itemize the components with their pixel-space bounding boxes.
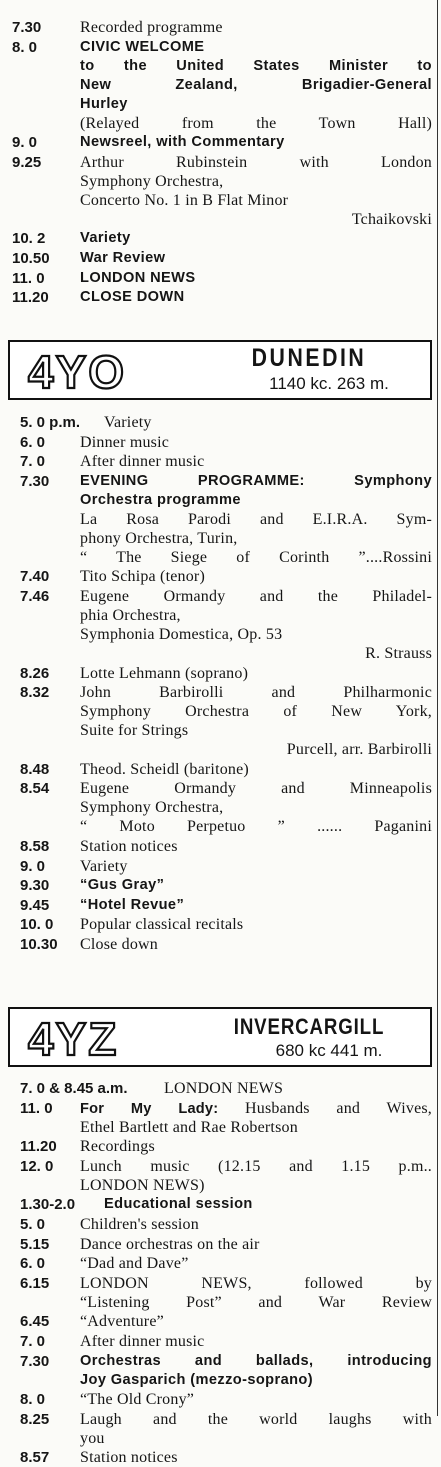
programme-time: 9.30 [20,877,50,895]
programme-time: 7.46 [20,588,50,605]
programme-time: 8.26 [20,664,50,682]
programme-time: 11. 0 [12,269,45,287]
programme-description [80,587,432,663]
programme-time: 9.25 [12,153,42,171]
programme-time: 7.30 [12,19,42,36]
programme-description [80,1215,432,1234]
programme-description [80,1137,432,1156]
svg-text:4YO: 4YO [28,348,127,392]
programme-time: 7.30 [20,1352,50,1370]
programme-line: you [80,1429,105,1447]
programme-line: Arthur Rubinstein with London [80,153,432,171]
programme-line: CLOSE DOWN [80,289,185,306]
programme-description [80,935,432,954]
programme-time: 9. 0 [20,857,46,875]
programme-line: “Adventure” [80,1313,164,1331]
programme-description [104,1195,432,1214]
programme-line: (Relayed from the Town Hall) [80,114,432,132]
station-header-4yo [8,340,432,400]
programme-line: Lotte Lehmann (soprano) [80,664,249,682]
station-frequency-4yz: 680 kc 441 m. [275,1041,383,1060]
programme-description [80,1099,432,1137]
programme-description [80,1352,432,1390]
programme-time: 1.30-2.0 [20,1196,76,1214]
programme-line: Station notices [80,1449,178,1467]
programme-time: 11. 0 [20,1099,53,1117]
programme-time: 11.20 [20,1138,57,1156]
programme-time: 10.30 [20,936,58,953]
programme-description [80,1390,432,1409]
programme-description [80,133,432,152]
programme-line: Recorded programme [80,19,223,36]
programme-line: LONDON NEWS [164,1080,284,1097]
programme-line: Dance orchestras on the air [80,1235,260,1253]
programme-description [80,288,432,307]
programme-line: Tchaikovski [351,210,432,228]
programme-time: 8.32 [20,684,50,702]
programme-time: 7.30 [20,472,50,490]
programme-time: 6. 0 [20,433,46,451]
programme-line: Educational session [104,1196,253,1213]
programme-description [80,1448,432,1467]
programme-line: Joy Gasparich (mezzo-soprano) [80,1371,313,1388]
programme-line: phony Orchestra, Turin, [80,529,238,547]
programme-description [80,876,432,895]
programme-line: After dinner music [80,1333,205,1350]
programme-line: “Dad and Dave” [80,1255,189,1273]
programme-line: “The Old Crony” [80,1391,195,1409]
programme-line: Close down [80,936,158,953]
programme-description [80,38,432,133]
programme-time: 5. 0 [20,1216,46,1233]
station-header-4yz [8,1007,432,1067]
programme-line: “Gus Gray” [80,877,165,894]
programme-line: “Hotel Revue” [80,896,185,913]
programme-time: 6. 0 [20,1255,46,1273]
programme-line: Theod. Scheidl (baritone) [80,760,249,778]
programme-line: Station notices [80,838,178,855]
programme-line: phia Orchestra, [80,607,181,624]
programme-line: New Zealand, Brigadier-General [80,76,432,93]
programme-line: Orchestra programme [80,491,241,508]
programme-description [80,567,432,586]
programme-line: Purcell, arr. Barbirolli [286,741,432,759]
programme-line: R. Strauss [365,645,432,662]
programme-time: 10. 2 [12,230,46,248]
programme-line: John Barbirolli and Philharmonic [80,684,432,702]
programme-description [80,664,432,683]
svg-text:4YZ: 4YZ [28,1015,119,1059]
programme-line: “Listening Post” and War Review [80,1293,432,1311]
programme-line: Symphony Orchestra, [80,799,224,817]
station-city-4yz: INVERCARGILL [233,1014,385,1039]
programme-description [80,857,432,876]
programme-time: 8.25 [20,1410,50,1428]
page-right-rule [437,0,438,1416]
programme-description [80,1235,432,1254]
programme-description [80,896,432,915]
programme-time: 7. 0 & 8.45 a.m. [20,1080,128,1097]
station-frequency-4yo: 1140 kc. 263 m. [269,374,389,393]
programme-line: Symphony Orchestra, [80,172,224,190]
programme-line: Variety [80,230,131,247]
programme-line: Children's session [80,1216,199,1233]
programme-line: Dinner music [80,433,170,451]
programme-time: 7. 0 [20,453,46,471]
programme-line: Suite for Strings [80,722,189,740]
programme-description [80,452,432,471]
programme-time: 6.15 [20,1274,50,1292]
programme-description [80,915,432,934]
programme-time: 8. 0 [12,38,38,56]
programme-line: LONDON NEWS [80,269,196,286]
programme-line: to the United States Minister to [80,57,432,74]
programme-description [80,760,432,779]
programme-line: CIVIC WELCOME [80,38,205,55]
programme-time: 8.48 [20,760,50,778]
programme-description [80,153,432,229]
programme-time: 8.57 [20,1449,50,1467]
programme-time: 10. 0 [20,916,54,934]
programme-line: Newsreel, with Commentary [80,134,285,151]
programme-time: 5. 0 p.m. [20,414,81,431]
programme-time: 11.20 [12,289,49,307]
programme-line: Popular classical recitals [80,916,244,934]
programme-time: 7. 0 [20,1333,46,1350]
programme-description [80,249,432,268]
programme-time: 9. 0 [12,134,38,152]
programme-line: Variety [80,857,128,875]
programme-line: Eugene Ormandy and Minneapolis [80,780,432,798]
programme-line: For My Lady: Husbands and Wives, [80,1099,432,1117]
programme-line: Orchestras and ballads, introducing [80,1352,432,1369]
station-logo-4yo [24,348,214,392]
programme-description [80,779,432,836]
programme-line: LONDON NEWS, followed by [80,1274,432,1292]
programme-line: Lunch music (12.15 and 1.15 p.m.. [80,1157,432,1175]
programme-description [80,1410,432,1448]
programme-time: 5.15 [20,1235,50,1253]
programme-line: Eugene Ormandy and the Philadel- [80,588,432,605]
programme-line: EVENING PROGRAMME: Symphony [80,472,432,489]
station-city-4yo: DUNEDIN [251,344,367,372]
programme-description [80,683,432,759]
programme-time: 7.40 [20,568,50,586]
programme-line: LONDON NEWS) [80,1176,205,1194]
programme-description [80,1312,432,1331]
programme-description [80,433,432,452]
programme-line: Hurley [80,95,128,112]
programme-line: Variety [104,414,152,431]
programme-line: After dinner music [80,453,205,471]
programme-description [80,472,432,567]
programme-line: Concerto No. 1 in B Flat Minor [80,191,289,209]
programme-description [80,269,432,288]
programme-line: Symphonia Domestica, Op. 53 [80,626,283,643]
programme-line: La Rosa Parodi and E.I.R.A. Sym- [80,510,432,528]
programme-line: Ethel Bartlett and Rae Robertson [80,1118,298,1136]
programme-line: War Review [80,250,166,266]
programme-description [164,1079,432,1098]
programme-description [80,1254,432,1273]
programme-time: 8.54 [20,780,50,798]
programme-line: “ Moto Perpetuo ” ...... Paganini [80,818,432,836]
programme-description [104,413,432,432]
programme-line: Symphony Orchestra of New York, [80,703,432,721]
programme-description [80,18,432,37]
programme-description [80,1274,432,1312]
programme-description [80,1332,432,1351]
programme-line: Recordings [80,1138,155,1156]
programme-time: 8.58 [20,838,50,855]
station-logo-4yz [24,1015,214,1059]
programme-description [80,837,432,856]
programme-line: Tito Schipa (tenor) [80,568,205,586]
programme-time: 9.45 [20,896,50,914]
programme-description [80,1157,432,1195]
programme-time: 6.45 [20,1313,50,1331]
programme-time: 10.50 [12,250,50,267]
programme-time: 12. 0 [20,1157,54,1175]
programme-line: “ The Siege of Corinth ”....Rossini [80,548,432,566]
programme-time: 8. 0 [20,1391,46,1409]
programme-description [80,229,432,248]
programme-line: Laugh and the world laughs with [80,1410,432,1428]
